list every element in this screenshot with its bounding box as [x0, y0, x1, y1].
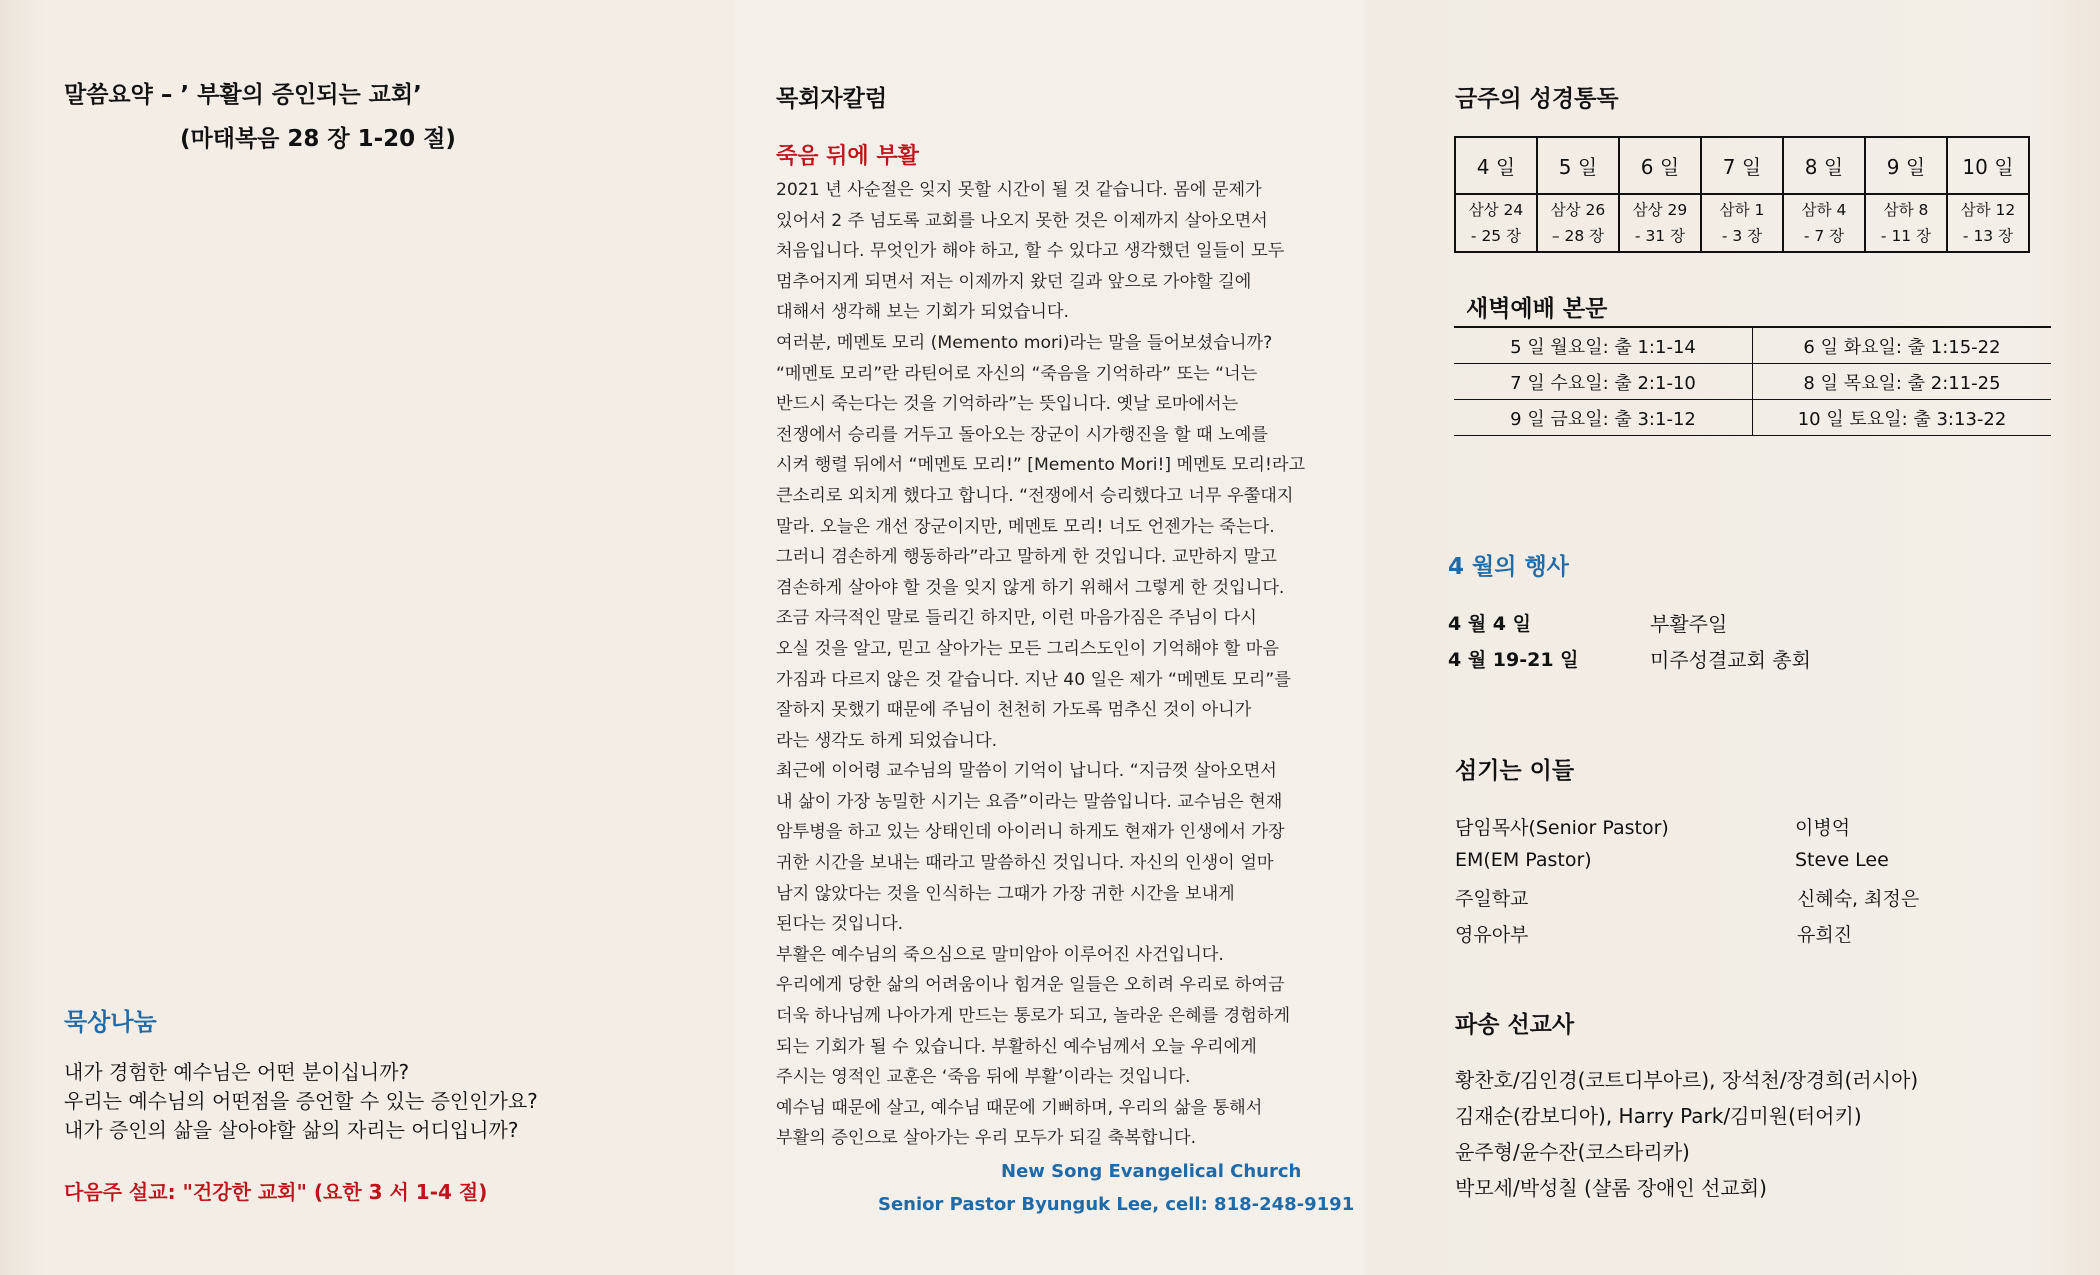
column-line: 우리에게 당한 삶의 어려움이나 힘겨운 일들은 오히려 우리로 하여금 [776, 975, 1285, 996]
meditation-question: 우리는 예수님의 어떤점을 증언할 수 있는 증인인가요? [64, 1089, 538, 1113]
dawn-service-heading: 새벽예배 본문 [1466, 296, 1608, 322]
event-name: 미주성결교회 총회 [1650, 648, 1811, 672]
column-line: 내 삶이 가장 농밀한 시기는 요즘”이라는 말씀입니다. 교수님은 현재 [776, 791, 1283, 812]
reading-end: - 7 장 [1803, 227, 1845, 245]
column-heading: 목회자칼럼 [776, 86, 888, 112]
reading-end: - 13 장 [1962, 227, 2014, 245]
dawn-service-cell: 5 일 월요일: 출 1:1-14 [1454, 327, 1753, 364]
event-date: 4 월 4 일 [1448, 613, 1531, 635]
day-cell: 6 일 [1619, 137, 1701, 194]
staff-name: Steve Lee [1795, 849, 1889, 871]
column-line: 된다는 것입니다. [776, 914, 904, 935]
reading-end: - 25 장 [1470, 227, 1522, 245]
column-subtitle: 죽음 뒤에 부활 [776, 144, 919, 169]
staff-role: 담임목사(Senior Pastor) [1455, 817, 1669, 839]
day-cell: 9 일 [1865, 137, 1947, 194]
column-line: 가짐과 다르지 않은 것 같습니다. 지난 40 일은 제가 “메멘토 모리”를 [776, 669, 1291, 690]
column-line: 잘하지 못했기 때문에 주님이 천천히 가도록 멈추신 것이 아니가 [776, 700, 1252, 721]
meditation-heading: 묵상나눔 [64, 1008, 157, 1036]
bible-reading-table [1454, 136, 2030, 253]
reading-cell [1455, 194, 1537, 252]
column-line: 처음입니다. 무엇인가 해야 하고, 할 수 있다고 생각했던 일들이 모두 [776, 241, 1285, 262]
column-line: 2021 년 사순절은 잊지 못할 시간이 될 것 같습니다. 몸에 문제가 [776, 180, 1262, 200]
reading-cell [1947, 194, 2029, 252]
column-line: 주시는 영적인 교훈은 ‘죽음 뒤에 부활’이라는 것입니다. [776, 1067, 1191, 1088]
column-line: 반드시 죽는다는 것을 기억하라”는 뜻입니다. 옛날 로마에서는 [776, 394, 1239, 415]
event-name: 부활주일 [1650, 612, 1728, 636]
day-cell: 10 일 [1947, 137, 2029, 194]
reading-start: 삼상 29 [1632, 201, 1688, 219]
staff-role: EM(EM Pastor) [1455, 849, 1592, 871]
column-line: 부활은 예수님의 죽으심으로 말미암아 이루어진 사건입니다. [776, 944, 1224, 965]
staff-name: 이병억 [1795, 817, 1851, 839]
dawn-service-cell: 10 일 토요일: 출 3:13-22 [1753, 400, 2052, 436]
reading-cell [1865, 194, 1947, 252]
column-line: 더욱 하나님께 나아가게 만드는 통로가 되고, 놀라운 은혜를 경험하게 [776, 1006, 1291, 1027]
bible-reading-heading: 금주의 성경통독 [1455, 86, 1619, 112]
meditation-questions [64, 1058, 538, 1145]
column-line: 시켜 행렬 뒤에서 “메멘토 모리!” [Memento Mori!] 메멘토 모리!라고 [776, 455, 1306, 476]
column-line: 그러니 겸손하게 행동하라”라고 말하게 한 것입니다. 교만하지 말고 [776, 547, 1277, 568]
staff-heading: 섬기는 이들 [1455, 758, 1575, 784]
column-line: 말라. 오늘은 개선 장군이지만, 메멘토 모리! 너도 언젠가는 죽는다. [776, 516, 1275, 537]
event-date: 4 월 19-21 일 [1448, 649, 1579, 671]
reading-end: - 11 장 [1880, 227, 1932, 245]
column-line: 조금 자극적인 말로 들리긴 하지만, 이런 마음가짐은 주님이 다시 [776, 608, 1257, 629]
meditation-question: 내가 증인의 삶을 살아야할 삶의 자리는 어디입니까? [64, 1118, 519, 1142]
reading-cell [1537, 194, 1619, 252]
missionary-line: 박모세/박성칠 (샬롬 장애인 선교회) [1455, 1176, 1767, 1200]
missionary-line: 황찬호/김인경(코트디부아르), 장석천/장경희(러시아) [1455, 1068, 1919, 1092]
column-line: 부활의 증인으로 살아가는 우리 모두가 되길 축복합니다. [776, 1128, 1197, 1149]
staff-role: 영유아부 [1455, 924, 1529, 946]
day-cell: 5 일 [1537, 137, 1619, 194]
reading-start: 삼상 24 [1468, 201, 1524, 219]
column-line: 귀한 시간을 보내는 때라고 말씀하신 것입니다. 자신의 인생이 얼마 [776, 853, 1274, 874]
meditation-question: 내가 경험한 예수님은 어떤 분이십니까? [64, 1060, 410, 1084]
column-line: 멈추어지게 되면서 저는 이제까지 왔던 길과 앞으로 가야할 길에 [776, 271, 1252, 292]
column-line: 남지 않았다는 것을 인식하는 그때가 가장 귀한 시간을 보내게 [776, 883, 1235, 904]
missionary-line: 윤주형/윤수잔(코스타리카) [1455, 1140, 1690, 1164]
staff-name: 신혜숙, 최정은 [1797, 888, 1920, 910]
column-line: 되는 기회가 될 수 있습니다. 부활하신 예수님께서 오늘 우리에게 [776, 1036, 1257, 1057]
column-line: 최근에 이어령 교수님의 말씀이 기억이 납니다. “지금껏 살아오면서 [776, 761, 1277, 782]
reading-end: - 3 장 [1721, 227, 1763, 245]
missionary-line: 김재순(캄보디아), Harry Park/김미원(터어키) [1455, 1104, 1862, 1128]
column-line: 겸손하게 살아야 할 것을 잊지 않게 하기 위해서 그렇게 한 것입니다. [776, 577, 1285, 598]
reading-start: 삼하 4 [1801, 201, 1847, 219]
reading-cell [1701, 194, 1783, 252]
staff-role: 주일학교 [1455, 888, 1529, 910]
column-line: 전쟁에서 승리를 거두고 돌아오는 장군이 시가행진을 할 때 노예를 [776, 424, 1268, 445]
reading-end: – 28 장 [1551, 227, 1605, 245]
column-line: 오실 것을 알고, 믿고 살아가는 모든 그리스도인이 기억해야 할 마음 [776, 638, 1279, 659]
sermon-summary-title: 말씀요약 – ’ 부활의 증인되는 교회’ [64, 82, 422, 108]
staff-name: 유희진 [1797, 924, 1853, 946]
dawn-service-cell: 7 일 수요일: 출 2:1-10 [1454, 364, 1753, 400]
day-cell: 8 일 [1783, 137, 1865, 194]
missionaries-heading: 파송 선교사 [1455, 1012, 1575, 1038]
pastor-contact: Senior Pastor Byunguk Lee, cell: 818-248-9191 [878, 1194, 1355, 1215]
dawn-service-cell: 6 일 화요일: 출 1:15-22 [1753, 327, 2052, 364]
church-name: New Song Evangelical Church [1001, 1161, 1302, 1182]
reading-end: - 31 장 [1634, 227, 1686, 245]
events-heading: 4 월의 행사 [1448, 554, 1569, 580]
sermon-passage: (마태복음 28 장 1-20 절) [180, 126, 456, 152]
reading-start: 삼하 8 [1883, 201, 1929, 219]
dawn-service-cell: 8 일 목요일: 출 2:11-25 [1753, 364, 2052, 400]
reading-cell [1619, 194, 1701, 252]
column-line: 있어서 2 주 넘도록 교회를 나오지 못한 것은 이제까지 살아오면서 [776, 210, 1268, 231]
column-line: 예수님 때문에 살고, 예수님 때문에 기뻐하며, 우리의 삶을 통해서 [776, 1097, 1263, 1118]
column-body [776, 175, 1326, 1154]
column-line: 암투병을 하고 있는 상태인데 아이러니 하게도 현재가 인생에서 가장 [776, 822, 1285, 843]
reading-cell [1783, 194, 1865, 252]
column-line: 여러분, 메멘토 모리 (Memento mori)라는 말을 들어보셨습니까? [776, 332, 1273, 353]
reading-start: 삼하 12 [1960, 201, 2016, 219]
dawn-service-table [1454, 326, 2051, 436]
reading-start: 삼하 1 [1719, 201, 1765, 219]
reading-start: 삼상 26 [1550, 201, 1606, 219]
column-line: “메멘토 모리”란 라틴어로 자신의 “죽음을 기억하라” 또는 “너는 [776, 363, 1258, 384]
column-line: 라는 생각도 하게 되었습니다. [776, 730, 998, 751]
day-cell: 4 일 [1455, 137, 1537, 194]
day-cell: 7 일 [1701, 137, 1783, 194]
next-sermon: 다음주 설교: "건강한 교회" (요한 3 서 1-4 절) [64, 1180, 488, 1204]
dawn-service-cell: 9 일 금요일: 출 3:1-12 [1454, 400, 1753, 436]
column-line: 큰소리로 외치게 했다고 합니다. “전쟁에서 승리했다고 너무 우쭐대지 [776, 485, 1294, 506]
column-line: 대해서 생각해 보는 기회가 되었습니다. [776, 302, 1069, 323]
